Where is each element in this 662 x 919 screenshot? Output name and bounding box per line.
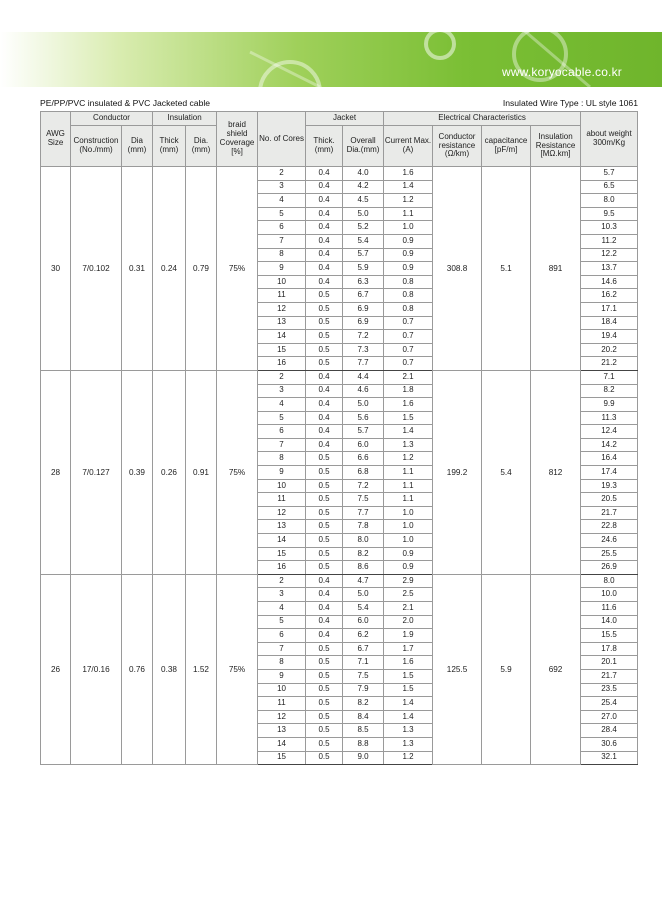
jacket-thick-cell: 0.4 bbox=[306, 167, 343, 181]
weight-cell: 14.6 bbox=[581, 275, 638, 289]
header-awg: AWG Size bbox=[41, 112, 71, 167]
website-url[interactable]: www.koryocable.co.kr bbox=[501, 65, 622, 79]
current-cell: 1.3 bbox=[384, 438, 433, 452]
braid-coverage-cell: 75% bbox=[217, 167, 258, 371]
jacket-thick-cell: 0.5 bbox=[306, 669, 343, 683]
weight-cell: 8.0 bbox=[581, 194, 638, 208]
current-cell: 0.9 bbox=[384, 262, 433, 276]
weight-cell: 12.4 bbox=[581, 425, 638, 439]
awg-size-cell: 26 bbox=[41, 574, 71, 764]
jacket-thick-cell: 0.5 bbox=[306, 534, 343, 548]
cores-cell: 9 bbox=[258, 262, 306, 276]
construction-cell: 7/0.127 bbox=[71, 370, 122, 574]
construction-cell: 7/0.102 bbox=[71, 167, 122, 371]
jacket-thick-cell: 0.5 bbox=[306, 710, 343, 724]
jacket-thick-cell: 0.4 bbox=[306, 398, 343, 412]
current-cell: 0.9 bbox=[384, 561, 433, 575]
jacket-thick-cell: 0.4 bbox=[306, 574, 343, 588]
cores-cell: 8 bbox=[258, 248, 306, 262]
jacket-thick-cell: 0.5 bbox=[306, 330, 343, 344]
weight-cell: 8.0 bbox=[581, 574, 638, 588]
cores-cell: 3 bbox=[258, 588, 306, 602]
current-cell: 1.2 bbox=[384, 194, 433, 208]
capacitance-cell: 5.1 bbox=[482, 167, 531, 371]
current-cell: 0.9 bbox=[384, 248, 433, 262]
jacket-thick-cell: 0.4 bbox=[306, 602, 343, 616]
cores-cell: 5 bbox=[258, 615, 306, 629]
jacket-thick-cell: 0.5 bbox=[306, 561, 343, 575]
cores-cell: 10 bbox=[258, 479, 306, 493]
cable-spec-table bbox=[40, 111, 638, 765]
jacket-thick-cell: 0.5 bbox=[306, 737, 343, 751]
jacket-thick-cell: 0.5 bbox=[306, 520, 343, 534]
insulation-resistance-cell: 692 bbox=[531, 574, 581, 764]
current-cell: 1.6 bbox=[384, 167, 433, 181]
overall-dia-cell: 4.2 bbox=[343, 180, 384, 194]
overall-dia-cell: 8.2 bbox=[343, 547, 384, 561]
overall-dia-cell: 6.2 bbox=[343, 629, 384, 643]
cores-cell: 16 bbox=[258, 357, 306, 371]
weight-cell: 19.3 bbox=[581, 479, 638, 493]
overall-dia-cell: 6.7 bbox=[343, 642, 384, 656]
cores-cell: 7 bbox=[258, 234, 306, 248]
construction-cell: 17/0.16 bbox=[71, 574, 122, 764]
overall-dia-cell: 4.0 bbox=[343, 167, 384, 181]
table-row bbox=[41, 167, 638, 181]
jacket-thick-cell: 0.4 bbox=[306, 234, 343, 248]
current-cell: 1.3 bbox=[384, 724, 433, 738]
cable-type-caption: PE/PP/PVC insulated & PVC Jacketed cable bbox=[40, 98, 211, 108]
weight-cell: 20.2 bbox=[581, 343, 638, 357]
current-cell: 1.0 bbox=[384, 506, 433, 520]
jacket-thick-cell: 0.5 bbox=[306, 316, 343, 330]
header-conductor: Conductor bbox=[71, 112, 153, 126]
current-cell: 1.4 bbox=[384, 425, 433, 439]
weight-cell: 24.6 bbox=[581, 534, 638, 548]
cores-cell: 6 bbox=[258, 629, 306, 643]
jacket-thick-cell: 0.5 bbox=[306, 697, 343, 711]
header-construction: Construction (No./mm) bbox=[71, 126, 122, 167]
cores-cell: 11 bbox=[258, 493, 306, 507]
jacket-thick-cell: 0.5 bbox=[306, 357, 343, 371]
weight-cell: 14.0 bbox=[581, 615, 638, 629]
weight-cell: 10.3 bbox=[581, 221, 638, 235]
current-cell: 2.5 bbox=[384, 588, 433, 602]
header-current: Current Max.(A) bbox=[384, 126, 433, 167]
overall-dia-cell: 5.4 bbox=[343, 234, 384, 248]
header-jacket-thick: Thick. (mm) bbox=[306, 126, 343, 167]
jacket-thick-cell: 0.4 bbox=[306, 248, 343, 262]
table-header bbox=[41, 112, 638, 167]
current-cell: 1.8 bbox=[384, 384, 433, 398]
conductor-dia-cell: 0.31 bbox=[122, 167, 153, 371]
wire-type-caption: Insulated Wire Type : UL style 1061 bbox=[502, 98, 638, 108]
cores-cell: 12 bbox=[258, 506, 306, 520]
cores-cell: 11 bbox=[258, 697, 306, 711]
jacket-thick-cell: 0.5 bbox=[306, 683, 343, 697]
overall-dia-cell: 4.4 bbox=[343, 370, 384, 384]
jacket-thick-cell: 0.4 bbox=[306, 275, 343, 289]
weight-cell: 17.4 bbox=[581, 466, 638, 480]
conductor-dia-cell: 0.39 bbox=[122, 370, 153, 574]
jacket-thick-cell: 0.5 bbox=[306, 493, 343, 507]
header-electrical: Electrical Characteristics bbox=[384, 112, 581, 126]
cores-cell: 16 bbox=[258, 561, 306, 575]
current-cell: 0.8 bbox=[384, 275, 433, 289]
current-cell: 0.9 bbox=[384, 234, 433, 248]
header-insulation: Insulation bbox=[153, 112, 217, 126]
weight-cell: 26.9 bbox=[581, 561, 638, 575]
insulation-dia-cell: 0.79 bbox=[186, 167, 217, 371]
overall-dia-cell: 8.6 bbox=[343, 561, 384, 575]
overall-dia-cell: 4.7 bbox=[343, 574, 384, 588]
overall-dia-cell: 5.0 bbox=[343, 207, 384, 221]
cores-cell: 7 bbox=[258, 642, 306, 656]
overall-dia-cell: 7.3 bbox=[343, 343, 384, 357]
jacket-thick-cell: 0.4 bbox=[306, 588, 343, 602]
weight-cell: 20.1 bbox=[581, 656, 638, 670]
cores-cell: 13 bbox=[258, 316, 306, 330]
current-cell: 1.1 bbox=[384, 466, 433, 480]
weight-cell: 23.5 bbox=[581, 683, 638, 697]
weight-cell: 27.0 bbox=[581, 710, 638, 724]
insulation-thick-cell: 0.24 bbox=[153, 167, 186, 371]
weight-cell: 9.9 bbox=[581, 398, 638, 412]
overall-dia-cell: 8.5 bbox=[343, 724, 384, 738]
jacket-thick-cell: 0.5 bbox=[306, 302, 343, 316]
header-jacket: Jacket bbox=[306, 112, 384, 126]
overall-dia-cell: 5.0 bbox=[343, 398, 384, 412]
jacket-thick-cell: 0.4 bbox=[306, 384, 343, 398]
current-cell: 1.0 bbox=[384, 520, 433, 534]
jacket-thick-cell: 0.5 bbox=[306, 724, 343, 738]
weight-cell: 16.4 bbox=[581, 452, 638, 466]
overall-dia-cell: 6.8 bbox=[343, 466, 384, 480]
overall-dia-cell: 5.7 bbox=[343, 425, 384, 439]
overall-dia-cell: 7.1 bbox=[343, 656, 384, 670]
weight-cell: 25.4 bbox=[581, 697, 638, 711]
header-cores: No. of Cores bbox=[258, 112, 306, 167]
weight-cell: 22.8 bbox=[581, 520, 638, 534]
insulation-thick-cell: 0.26 bbox=[153, 370, 186, 574]
overall-dia-cell: 5.0 bbox=[343, 588, 384, 602]
jacket-thick-cell: 0.4 bbox=[306, 425, 343, 439]
jacket-thick-cell: 0.5 bbox=[306, 547, 343, 561]
resistance-cell: 125.5 bbox=[433, 574, 482, 764]
jacket-thick-cell: 0.4 bbox=[306, 629, 343, 643]
weight-cell: 8.2 bbox=[581, 384, 638, 398]
jacket-thick-cell: 0.5 bbox=[306, 289, 343, 303]
overall-dia-cell: 6.0 bbox=[343, 615, 384, 629]
current-cell: 2.1 bbox=[384, 370, 433, 384]
awg-size-cell: 30 bbox=[41, 167, 71, 371]
conductor-dia-cell: 0.76 bbox=[122, 574, 153, 764]
overall-dia-cell: 5.7 bbox=[343, 248, 384, 262]
current-cell: 0.7 bbox=[384, 330, 433, 344]
current-cell: 1.7 bbox=[384, 642, 433, 656]
current-cell: 1.5 bbox=[384, 669, 433, 683]
current-cell: 1.6 bbox=[384, 398, 433, 412]
cores-cell: 4 bbox=[258, 194, 306, 208]
current-cell: 2.9 bbox=[384, 574, 433, 588]
current-cell: 1.2 bbox=[384, 751, 433, 765]
jacket-thick-cell: 0.4 bbox=[306, 615, 343, 629]
cores-cell: 12 bbox=[258, 302, 306, 316]
jacket-thick-cell: 0.4 bbox=[306, 221, 343, 235]
weight-cell: 12.2 bbox=[581, 248, 638, 262]
jacket-thick-cell: 0.4 bbox=[306, 438, 343, 452]
jacket-thick-cell: 0.5 bbox=[306, 452, 343, 466]
weight-cell: 14.2 bbox=[581, 438, 638, 452]
header-conductor-dia: Dia (mm) bbox=[122, 126, 153, 167]
current-cell: 1.3 bbox=[384, 737, 433, 751]
cores-cell: 10 bbox=[258, 683, 306, 697]
jacket-thick-cell: 0.4 bbox=[306, 194, 343, 208]
current-cell: 1.4 bbox=[384, 697, 433, 711]
capacitance-cell: 5.9 bbox=[482, 574, 531, 764]
braid-coverage-cell: 75% bbox=[217, 574, 258, 764]
current-cell: 1.6 bbox=[384, 656, 433, 670]
overall-dia-cell: 7.5 bbox=[343, 493, 384, 507]
overall-dia-cell: 8.0 bbox=[343, 534, 384, 548]
jacket-thick-cell: 0.5 bbox=[306, 656, 343, 670]
cores-cell: 4 bbox=[258, 398, 306, 412]
overall-dia-cell: 6.0 bbox=[343, 438, 384, 452]
overall-dia-cell: 4.6 bbox=[343, 384, 384, 398]
cores-cell: 3 bbox=[258, 384, 306, 398]
weight-cell: 19.4 bbox=[581, 330, 638, 344]
cores-cell: 15 bbox=[258, 547, 306, 561]
overall-dia-cell: 7.7 bbox=[343, 357, 384, 371]
header-jacket-dia: Overall Dia.(mm) bbox=[343, 126, 384, 167]
weight-cell: 21.7 bbox=[581, 669, 638, 683]
cores-cell: 11 bbox=[258, 289, 306, 303]
weight-cell: 28.4 bbox=[581, 724, 638, 738]
cores-cell: 8 bbox=[258, 656, 306, 670]
current-cell: 0.7 bbox=[384, 316, 433, 330]
header-resistance: Conductor resistance (Ω/km) bbox=[433, 126, 482, 167]
table-row bbox=[41, 574, 638, 588]
weight-cell: 16.2 bbox=[581, 289, 638, 303]
cores-cell: 9 bbox=[258, 669, 306, 683]
current-cell: 0.8 bbox=[384, 289, 433, 303]
jacket-thick-cell: 0.5 bbox=[306, 506, 343, 520]
cores-cell: 3 bbox=[258, 180, 306, 194]
overall-dia-cell: 8.2 bbox=[343, 697, 384, 711]
cores-cell: 4 bbox=[258, 602, 306, 616]
header-insulation-resistance: Insulation Resistance [MΩ.km] bbox=[531, 126, 581, 167]
overall-dia-cell: 6.3 bbox=[343, 275, 384, 289]
current-cell: 0.9 bbox=[384, 547, 433, 561]
current-cell: 1.1 bbox=[384, 479, 433, 493]
header-capacitance: capacitance [pF/m] bbox=[482, 126, 531, 167]
weight-cell: 5.7 bbox=[581, 167, 638, 181]
insulation-thick-cell: 0.38 bbox=[153, 574, 186, 764]
current-cell: 1.5 bbox=[384, 411, 433, 425]
insulation-dia-cell: 0.91 bbox=[186, 370, 217, 574]
weight-cell: 10.0 bbox=[581, 588, 638, 602]
header-banner bbox=[0, 32, 662, 87]
weight-cell: 11.2 bbox=[581, 234, 638, 248]
weight-cell: 17.1 bbox=[581, 302, 638, 316]
current-cell: 2.1 bbox=[384, 602, 433, 616]
overall-dia-cell: 7.5 bbox=[343, 669, 384, 683]
jacket-thick-cell: 0.5 bbox=[306, 343, 343, 357]
weight-cell: 32.1 bbox=[581, 751, 638, 765]
header-insulation-dia: Dia. (mm) bbox=[186, 126, 217, 167]
current-cell: 1.0 bbox=[384, 534, 433, 548]
overall-dia-cell: 7.2 bbox=[343, 479, 384, 493]
overall-dia-cell: 4.5 bbox=[343, 194, 384, 208]
current-cell: 2.0 bbox=[384, 615, 433, 629]
jacket-thick-cell: 0.4 bbox=[306, 180, 343, 194]
braid-coverage-cell: 75% bbox=[217, 370, 258, 574]
cores-cell: 2 bbox=[258, 574, 306, 588]
jacket-thick-cell: 0.4 bbox=[306, 207, 343, 221]
current-cell: 1.1 bbox=[384, 493, 433, 507]
overall-dia-cell: 6.6 bbox=[343, 452, 384, 466]
overall-dia-cell: 6.9 bbox=[343, 302, 384, 316]
cores-cell: 15 bbox=[258, 751, 306, 765]
overall-dia-cell: 5.6 bbox=[343, 411, 384, 425]
cores-cell: 9 bbox=[258, 466, 306, 480]
cores-cell: 10 bbox=[258, 275, 306, 289]
insulation-dia-cell: 1.52 bbox=[186, 574, 217, 764]
cores-cell: 6 bbox=[258, 425, 306, 439]
current-cell: 0.7 bbox=[384, 357, 433, 371]
awg-size-cell: 28 bbox=[41, 370, 71, 574]
cores-cell: 12 bbox=[258, 710, 306, 724]
weight-cell: 15.5 bbox=[581, 629, 638, 643]
current-cell: 0.7 bbox=[384, 343, 433, 357]
overall-dia-cell: 9.0 bbox=[343, 751, 384, 765]
current-cell: 1.0 bbox=[384, 221, 433, 235]
overall-dia-cell: 5.2 bbox=[343, 221, 384, 235]
weight-cell: 25.5 bbox=[581, 547, 638, 561]
weight-cell: 13.7 bbox=[581, 262, 638, 276]
header-braid: braid shield Coverage [%] bbox=[217, 112, 258, 167]
cores-cell: 13 bbox=[258, 724, 306, 738]
insulation-resistance-cell: 891 bbox=[531, 167, 581, 371]
weight-cell: 11.3 bbox=[581, 411, 638, 425]
jacket-thick-cell: 0.4 bbox=[306, 370, 343, 384]
weight-cell: 18.4 bbox=[581, 316, 638, 330]
resistance-cell: 308.8 bbox=[433, 167, 482, 371]
weight-cell: 30.6 bbox=[581, 737, 638, 751]
overall-dia-cell: 5.4 bbox=[343, 602, 384, 616]
capacitance-cell: 5.4 bbox=[482, 370, 531, 574]
weight-cell: 17.8 bbox=[581, 642, 638, 656]
overall-dia-cell: 7.9 bbox=[343, 683, 384, 697]
overall-dia-cell: 5.9 bbox=[343, 262, 384, 276]
cores-cell: 2 bbox=[258, 370, 306, 384]
cores-cell: 14 bbox=[258, 330, 306, 344]
cores-cell: 5 bbox=[258, 207, 306, 221]
weight-cell: 9.5 bbox=[581, 207, 638, 221]
cores-cell: 7 bbox=[258, 438, 306, 452]
cores-cell: 2 bbox=[258, 167, 306, 181]
jacket-thick-cell: 0.5 bbox=[306, 466, 343, 480]
weight-cell: 7.1 bbox=[581, 370, 638, 384]
insulation-resistance-cell: 812 bbox=[531, 370, 581, 574]
cores-cell: 15 bbox=[258, 343, 306, 357]
table-row bbox=[41, 370, 638, 384]
jacket-thick-cell: 0.5 bbox=[306, 479, 343, 493]
overall-dia-cell: 7.2 bbox=[343, 330, 384, 344]
overall-dia-cell: 6.7 bbox=[343, 289, 384, 303]
weight-cell: 6.5 bbox=[581, 180, 638, 194]
overall-dia-cell: 8.4 bbox=[343, 710, 384, 724]
table-body bbox=[41, 167, 638, 765]
current-cell: 1.9 bbox=[384, 629, 433, 643]
header-insulation-thick: Thick (mm) bbox=[153, 126, 186, 167]
cores-cell: 6 bbox=[258, 221, 306, 235]
cores-cell: 13 bbox=[258, 520, 306, 534]
weight-cell: 21.7 bbox=[581, 506, 638, 520]
overall-dia-cell: 7.8 bbox=[343, 520, 384, 534]
cores-cell: 14 bbox=[258, 534, 306, 548]
cores-cell: 14 bbox=[258, 737, 306, 751]
overall-dia-cell: 6.9 bbox=[343, 316, 384, 330]
current-cell: 1.4 bbox=[384, 180, 433, 194]
weight-cell: 21.2 bbox=[581, 357, 638, 371]
cores-cell: 5 bbox=[258, 411, 306, 425]
current-cell: 1.2 bbox=[384, 452, 433, 466]
weight-cell: 11.6 bbox=[581, 602, 638, 616]
jacket-thick-cell: 0.4 bbox=[306, 262, 343, 276]
overall-dia-cell: 7.7 bbox=[343, 506, 384, 520]
current-cell: 0.8 bbox=[384, 302, 433, 316]
weight-cell: 20.5 bbox=[581, 493, 638, 507]
jacket-thick-cell: 0.4 bbox=[306, 411, 343, 425]
jacket-thick-cell: 0.5 bbox=[306, 642, 343, 656]
overall-dia-cell: 8.8 bbox=[343, 737, 384, 751]
header-weight: about weight 300m/Kg bbox=[581, 112, 638, 167]
resistance-cell: 199.2 bbox=[433, 370, 482, 574]
cores-cell: 8 bbox=[258, 452, 306, 466]
current-cell: 1.4 bbox=[384, 710, 433, 724]
current-cell: 1.1 bbox=[384, 207, 433, 221]
jacket-thick-cell: 0.5 bbox=[306, 751, 343, 765]
current-cell: 1.5 bbox=[384, 683, 433, 697]
